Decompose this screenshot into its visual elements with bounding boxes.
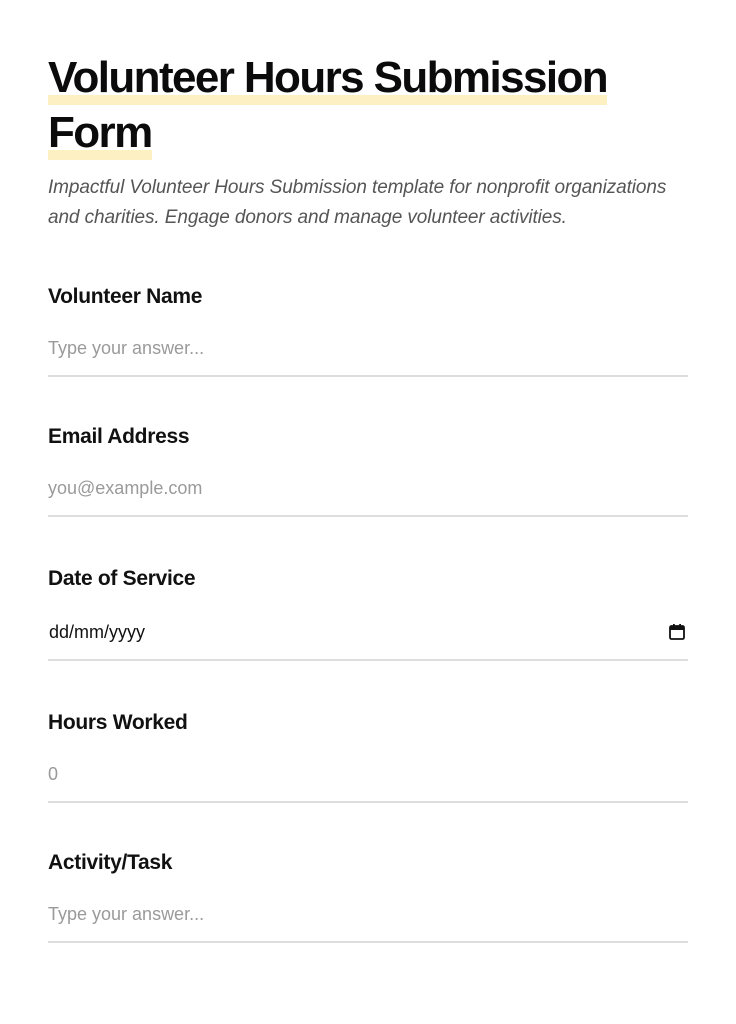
volunteer-name-input[interactable] xyxy=(48,333,688,363)
date-of-service-label: Date of Service xyxy=(48,567,196,590)
field-activity-task xyxy=(48,849,688,943)
activity-task-input[interactable] xyxy=(48,899,688,929)
email-address-label: Email Address xyxy=(48,425,190,448)
volunteer-name-label: Volunteer Name xyxy=(48,285,203,308)
calendar-icon[interactable] xyxy=(668,623,686,641)
hours-worked-input-wrap xyxy=(48,759,688,803)
email-address-input-wrap xyxy=(48,473,688,517)
field-email-address xyxy=(48,423,688,517)
page-title-line-1: Volunteer Hours Submission xyxy=(48,53,607,105)
hours-worked-label: Hours Worked xyxy=(48,711,188,734)
volunteer-name-input-wrap xyxy=(48,333,688,377)
activity-task-label: Activity/Task xyxy=(48,851,173,874)
page-title-line-2: Form xyxy=(48,108,152,160)
email-field[interactable] xyxy=(48,473,688,503)
field-volunteer-name xyxy=(48,283,688,377)
date-of-service-input[interactable] xyxy=(48,617,688,661)
hours-worked-input[interactable] xyxy=(48,759,688,789)
activity-task-input-wrap xyxy=(48,899,688,943)
page-title xyxy=(48,50,688,160)
form-content xyxy=(48,50,688,943)
form-description: Impactful Volunteer Hours Submission template for nonprofit organizations and charities. Engage donors and manage volunteer activities. xyxy=(48,177,667,228)
field-date-of-service xyxy=(48,565,688,661)
date-of-service-placeholder: dd/mm/yyyy xyxy=(49,622,146,642)
field-hours-worked xyxy=(48,709,688,803)
